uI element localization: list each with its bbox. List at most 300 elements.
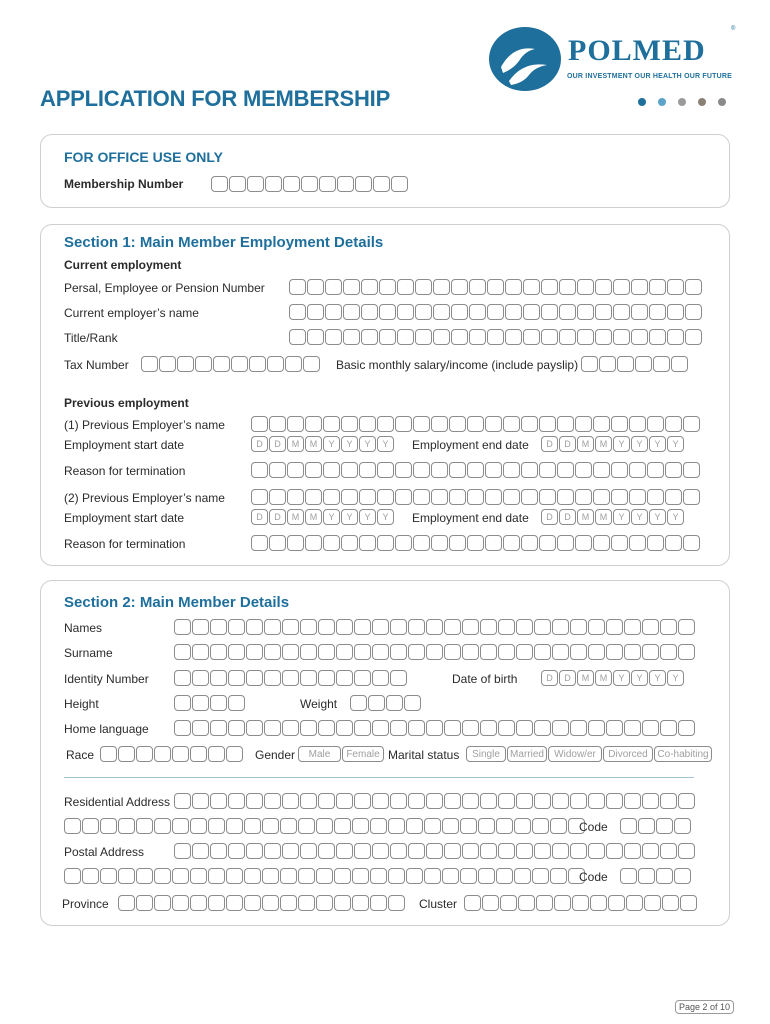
date-char-box[interactable]: D [541,509,558,525]
char-box[interactable] [118,895,135,911]
char-box[interactable] [588,644,605,660]
char-box[interactable] [521,462,538,478]
char-box[interactable] [460,868,477,884]
char-box[interactable] [629,489,646,505]
char-box[interactable] [323,489,340,505]
char-box[interactable] [228,644,245,660]
char-box[interactable] [444,793,461,809]
char-box[interactable] [136,868,153,884]
char-box[interactable] [370,868,387,884]
char-box[interactable] [552,843,569,859]
date-char-box[interactable]: Y [323,509,340,525]
char-box[interactable] [325,329,342,345]
char-box[interactable] [177,356,194,372]
char-box[interactable] [282,793,299,809]
char-box[interactable] [620,818,637,834]
char-box[interactable] [213,356,230,372]
char-box[interactable] [593,489,610,505]
char-box[interactable] [300,644,317,660]
cluster-field[interactable] [464,895,697,911]
char-box[interactable] [629,416,646,432]
date-char-box[interactable]: M [577,509,594,525]
char-box[interactable] [464,895,481,911]
char-box[interactable] [611,462,628,478]
date-char-box[interactable]: Y [667,670,684,686]
char-box[interactable] [642,644,659,660]
char-box[interactable] [395,416,412,432]
char-box[interactable] [210,644,227,660]
char-box[interactable] [228,793,245,809]
char-box[interactable] [354,843,371,859]
char-box[interactable] [305,462,322,478]
option-divorced[interactable]: Divorced [603,746,653,762]
char-box[interactable] [408,843,425,859]
char-box[interactable] [359,416,376,432]
date-char-box[interactable]: Y [323,436,340,452]
char-box[interactable] [377,462,394,478]
char-box[interactable] [141,356,158,372]
char-box[interactable] [478,818,495,834]
char-box[interactable] [516,619,533,635]
membership-number-field[interactable] [211,176,408,192]
char-box[interactable] [514,818,531,834]
postal-address-field-1[interactable] [174,843,695,859]
char-box[interactable] [397,329,414,345]
char-box[interactable] [361,304,378,320]
char-box[interactable] [192,670,209,686]
char-box[interactable] [377,535,394,551]
char-box[interactable] [685,279,702,295]
char-box[interactable] [372,843,389,859]
char-box[interactable] [552,720,569,736]
char-box[interactable] [500,895,517,911]
char-box[interactable] [413,416,430,432]
char-box[interactable] [305,489,322,505]
char-box[interactable] [319,176,336,192]
char-box[interactable] [469,329,486,345]
char-box[interactable] [469,279,486,295]
char-box[interactable] [631,329,648,345]
date-of-birth-field[interactable] [541,670,684,686]
char-box[interactable] [395,462,412,478]
char-box[interactable] [613,304,630,320]
char-box[interactable] [316,895,333,911]
char-box[interactable] [462,619,479,635]
char-box[interactable] [451,279,468,295]
char-box[interactable] [559,329,576,345]
char-box[interactable] [665,416,682,432]
date-char-box[interactable]: D [251,509,268,525]
char-box[interactable] [386,695,403,711]
char-box[interactable] [660,619,677,635]
char-box[interactable] [575,489,592,505]
option-co-habiting[interactable]: Co-habiting [654,746,712,762]
option-single[interactable]: Single [466,746,506,762]
char-box[interactable] [334,895,351,911]
char-box[interactable] [444,644,461,660]
char-box[interactable] [431,462,448,478]
char-box[interactable] [521,489,538,505]
char-box[interactable] [269,489,286,505]
char-box[interactable] [469,304,486,320]
char-box[interactable] [395,535,412,551]
char-box[interactable] [298,895,315,911]
char-box[interactable] [451,329,468,345]
residential-address-field-1[interactable] [174,793,695,809]
date-char-box[interactable]: M [577,436,594,452]
char-box[interactable] [667,304,684,320]
char-box[interactable] [431,416,448,432]
char-box[interactable] [372,644,389,660]
char-box[interactable] [413,462,430,478]
char-box[interactable] [541,329,558,345]
char-box[interactable] [406,868,423,884]
char-box[interactable] [352,868,369,884]
char-box[interactable] [557,462,574,478]
char-box[interactable] [390,793,407,809]
char-box[interactable] [246,670,263,686]
char-box[interactable] [685,304,702,320]
option-widow-er[interactable]: Widow/er [548,746,602,762]
char-box[interactable] [665,535,682,551]
char-box[interactable] [208,868,225,884]
date-char-box[interactable]: M [595,436,612,452]
char-box[interactable] [408,793,425,809]
date-char-box[interactable]: Y [613,670,630,686]
char-box[interactable] [228,720,245,736]
char-box[interactable] [118,746,135,762]
char-box[interactable] [570,644,587,660]
char-box[interactable] [251,489,268,505]
date-char-box[interactable]: Y [377,436,394,452]
char-box[interactable] [172,895,189,911]
char-box[interactable] [462,720,479,736]
char-box[interactable] [247,176,264,192]
char-box[interactable] [336,793,353,809]
char-box[interactable] [617,356,634,372]
char-box[interactable] [638,868,655,884]
date-char-box[interactable]: Y [377,509,394,525]
char-box[interactable] [190,895,207,911]
char-box[interactable] [642,720,659,736]
char-box[interactable] [552,619,569,635]
char-box[interactable] [498,843,515,859]
char-box[interactable] [210,720,227,736]
char-box[interactable] [638,818,655,834]
surname-field[interactable] [174,644,695,660]
char-box[interactable] [287,535,304,551]
char-box[interactable] [577,279,594,295]
char-box[interactable] [264,793,281,809]
char-box[interactable] [485,462,502,478]
char-box[interactable] [318,619,335,635]
char-box[interactable] [231,356,248,372]
char-box[interactable] [192,619,209,635]
char-box[interactable] [624,843,641,859]
char-box[interactable] [642,793,659,809]
char-box[interactable] [647,462,664,478]
prev2-end-date-field[interactable] [541,509,684,525]
char-box[interactable] [264,670,281,686]
option-female[interactable]: Female [342,746,384,762]
char-box[interactable] [192,720,209,736]
char-box[interactable] [462,843,479,859]
char-box[interactable] [246,793,263,809]
char-box[interactable] [354,793,371,809]
char-box[interactable] [226,818,243,834]
char-box[interactable] [588,619,605,635]
char-box[interactable] [516,843,533,859]
char-box[interactable] [631,304,648,320]
char-box[interactable] [210,793,227,809]
char-box[interactable] [496,868,513,884]
char-box[interactable] [570,793,587,809]
char-box[interactable] [606,843,623,859]
char-box[interactable] [487,279,504,295]
char-box[interactable] [498,619,515,635]
char-box[interactable] [228,843,245,859]
char-box[interactable] [298,818,315,834]
char-box[interactable] [424,818,441,834]
char-box[interactable] [82,818,99,834]
char-box[interactable] [325,279,342,295]
char-box[interactable] [620,868,637,884]
char-box[interactable] [649,304,666,320]
identity-number-field[interactable] [174,670,407,686]
char-box[interactable] [172,868,189,884]
char-box[interactable] [662,895,679,911]
title-rank-field[interactable] [289,329,702,345]
char-box[interactable] [352,818,369,834]
char-box[interactable] [503,489,520,505]
char-box[interactable] [192,695,209,711]
char-box[interactable] [505,329,522,345]
char-box[interactable] [559,279,576,295]
char-box[interactable] [305,535,322,551]
prev1-reason-field[interactable] [251,462,700,478]
char-box[interactable] [415,329,432,345]
char-box[interactable] [318,843,335,859]
char-box[interactable] [372,619,389,635]
date-char-box[interactable]: Y [341,509,358,525]
char-box[interactable] [467,416,484,432]
char-box[interactable] [323,535,340,551]
char-box[interactable] [426,619,443,635]
char-box[interactable] [359,462,376,478]
persal-field[interactable] [289,279,702,295]
char-box[interactable] [172,818,189,834]
char-box[interactable] [426,720,443,736]
char-box[interactable] [413,535,430,551]
char-box[interactable] [390,843,407,859]
char-box[interactable] [541,279,558,295]
date-char-box[interactable]: M [595,670,612,686]
char-box[interactable] [373,176,390,192]
char-box[interactable] [300,619,317,635]
char-box[interactable] [674,868,691,884]
char-box[interactable] [554,895,571,911]
char-box[interactable] [642,619,659,635]
char-box[interactable] [244,895,261,911]
char-box[interactable] [174,695,191,711]
char-box[interactable] [251,462,268,478]
char-box[interactable] [683,416,700,432]
char-box[interactable] [660,720,677,736]
char-box[interactable] [303,356,320,372]
char-box[interactable] [588,843,605,859]
char-box[interactable] [426,644,443,660]
char-box[interactable] [442,868,459,884]
char-box[interactable] [426,793,443,809]
char-box[interactable] [359,535,376,551]
char-box[interactable] [599,356,616,372]
char-box[interactable] [534,720,551,736]
char-box[interactable] [210,695,227,711]
char-box[interactable] [665,462,682,478]
char-box[interactable] [480,644,497,660]
char-box[interactable] [210,670,227,686]
char-box[interactable] [372,793,389,809]
char-box[interactable] [343,279,360,295]
char-box[interactable] [534,843,551,859]
char-box[interactable] [647,535,664,551]
char-box[interactable] [395,489,412,505]
char-box[interactable] [649,329,666,345]
char-box[interactable] [683,489,700,505]
char-box[interactable] [415,304,432,320]
char-box[interactable] [282,670,299,686]
char-box[interactable] [370,818,387,834]
char-box[interactable] [154,746,171,762]
char-box[interactable] [269,416,286,432]
char-box[interactable] [415,279,432,295]
char-box[interactable] [660,644,677,660]
char-box[interactable] [336,843,353,859]
char-box[interactable] [460,818,477,834]
date-char-box[interactable]: Y [613,509,630,525]
char-box[interactable] [244,818,261,834]
date-char-box[interactable]: D [541,436,558,452]
char-box[interactable] [516,793,533,809]
char-box[interactable] [249,356,266,372]
char-box[interactable] [480,793,497,809]
char-box[interactable] [174,843,191,859]
char-box[interactable] [368,695,385,711]
char-box[interactable] [246,619,263,635]
date-char-box[interactable]: Y [649,509,666,525]
char-box[interactable] [354,670,371,686]
char-box[interactable] [590,895,607,911]
residential-code-field[interactable] [620,818,691,834]
char-box[interactable] [413,489,430,505]
char-box[interactable] [496,818,513,834]
prev1-employer-field[interactable] [251,416,700,432]
char-box[interactable] [503,416,520,432]
char-box[interactable] [665,489,682,505]
char-box[interactable] [289,279,306,295]
char-box[interactable] [606,644,623,660]
char-box[interactable] [503,535,520,551]
char-box[interactable] [552,793,569,809]
char-box[interactable] [642,843,659,859]
char-box[interactable] [505,304,522,320]
char-box[interactable] [656,868,673,884]
char-box[interactable] [678,720,695,736]
char-box[interactable] [539,416,556,432]
char-box[interactable] [536,895,553,911]
char-box[interactable] [521,416,538,432]
char-box[interactable] [678,644,695,660]
char-box[interactable] [534,644,551,660]
char-box[interactable] [552,644,569,660]
char-box[interactable] [593,416,610,432]
char-box[interactable] [208,895,225,911]
char-box[interactable] [629,462,646,478]
date-char-box[interactable]: Y [649,436,666,452]
char-box[interactable] [251,416,268,432]
char-box[interactable] [298,868,315,884]
char-box[interactable] [379,329,396,345]
char-box[interactable] [683,462,700,478]
char-box[interactable] [334,868,351,884]
char-box[interactable] [282,720,299,736]
char-box[interactable] [408,619,425,635]
char-box[interactable] [449,416,466,432]
char-box[interactable] [523,304,540,320]
char-box[interactable] [462,793,479,809]
prev1-start-date-field[interactable] [251,436,394,452]
char-box[interactable] [372,720,389,736]
date-char-box[interactable]: Y [667,436,684,452]
char-box[interactable] [174,644,191,660]
char-box[interactable] [487,304,504,320]
char-box[interactable] [287,489,304,505]
height-field[interactable] [174,695,245,711]
char-box[interactable] [316,868,333,884]
char-box[interactable] [541,304,558,320]
char-box[interactable] [228,670,245,686]
date-char-box[interactable]: M [305,436,322,452]
char-box[interactable] [354,720,371,736]
char-box[interactable] [631,279,648,295]
char-box[interactable] [575,462,592,478]
char-box[interactable] [487,329,504,345]
char-box[interactable] [377,489,394,505]
char-box[interactable] [325,304,342,320]
char-box[interactable] [172,746,189,762]
char-box[interactable] [280,868,297,884]
char-box[interactable] [282,644,299,660]
char-box[interactable] [229,176,246,192]
char-box[interactable] [624,720,641,736]
char-box[interactable] [372,670,389,686]
char-box[interactable] [289,329,306,345]
char-box[interactable] [588,720,605,736]
char-box[interactable] [195,356,212,372]
char-box[interactable] [523,329,540,345]
char-box[interactable] [606,720,623,736]
char-box[interactable] [100,818,117,834]
char-box[interactable] [577,304,594,320]
char-box[interactable] [336,670,353,686]
char-box[interactable] [246,843,263,859]
char-box[interactable] [678,619,695,635]
char-box[interactable] [174,670,191,686]
char-box[interactable] [262,895,279,911]
char-box[interactable] [282,843,299,859]
char-box[interactable] [660,793,677,809]
char-box[interactable] [534,619,551,635]
